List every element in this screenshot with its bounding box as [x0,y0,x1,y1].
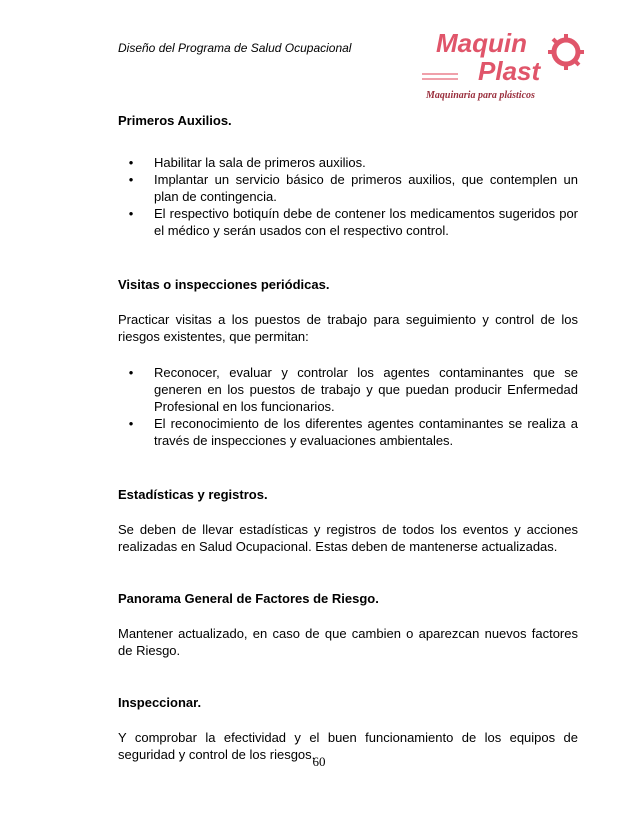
document-body [118,112,578,763]
list-item-text: Habilitar la sala de primeros auxilios. [154,155,366,170]
section-paragraph: Se deben de llevar estadísticas y registros de todos los eventos y acciones realizadas en Salud Ocupacional. Estas deben de mantenerse actualizadas. [118,522,578,554]
bullet-icon: • [128,155,134,170]
section-panorama-factores-riesgo [118,590,578,659]
logo-word-maquin: Maquin [436,28,527,58]
document-header-title: Diseño del Programa de Salud Ocupacional [118,41,352,55]
list-item [118,364,578,415]
section-heading: Panorama General de Factores de Riesgo. [118,591,379,606]
maquinplast-logo [418,22,584,108]
section-heading: Estadísticas y registros. [118,487,268,502]
list-item-text: El respectivo botiquín debe de contener los medicamentos sugeridos por el médico y serán usados con el respectivo control. [154,206,578,238]
section-paragraph: Mantener actualizado, en caso de que cambien o aparezcan nuevos factores de Riesgo. [118,626,578,658]
section-heading: Inspeccionar. [118,695,202,710]
bullet-icon: • [128,206,134,221]
section-heading: Visitas o inspecciones periódicas. [118,277,330,292]
list-item-text: Implantar un servicio básico de primeros auxilios, que contemplen un plan de contingencia. [154,172,578,204]
bullet-list [118,364,578,449]
section-visitas-inspecciones [118,276,578,449]
gear-icon [548,34,584,70]
list-item [118,205,578,239]
section-heading: Primeros Auxilios. [118,113,232,128]
bullet-icon: • [128,172,134,187]
logo-word-plast: Plast [478,56,541,86]
section-estadisticas-registros [118,486,578,555]
list-item-text: El reconocimiento de los diferentes agentes contaminantes se realiza a través de inspecciones y evaluaciones ambientales. [154,416,578,448]
logo-tagline: Maquinaria para plásticos [426,90,535,101]
section-inspeccionar [118,694,578,763]
page-number: 60 [312,754,326,769]
list-item [118,154,578,171]
list-item-text: Reconocer, evaluar y controlar los agentes contaminantes que se generen en los puestos de trabajo y que puedan producir Enfermedad Profesional en los funcionarios. [154,365,578,414]
list-item [118,415,578,449]
bullet-list [118,154,578,239]
bullet-icon: • [128,365,134,380]
list-item [118,171,578,205]
bullet-icon: • [128,416,134,431]
section-paragraph: Y comprobar la efectividad y el buen funcionamiento de los equipos de seguridad y control de los riesgos. [118,730,578,762]
section-primeros-auxilios [118,112,578,239]
section-paragraph: Practicar visitas a los puestos de trabajo para seguimiento y control de los riesgos existentes, que permitan: [118,312,578,344]
decorative-stripes [422,74,458,79]
